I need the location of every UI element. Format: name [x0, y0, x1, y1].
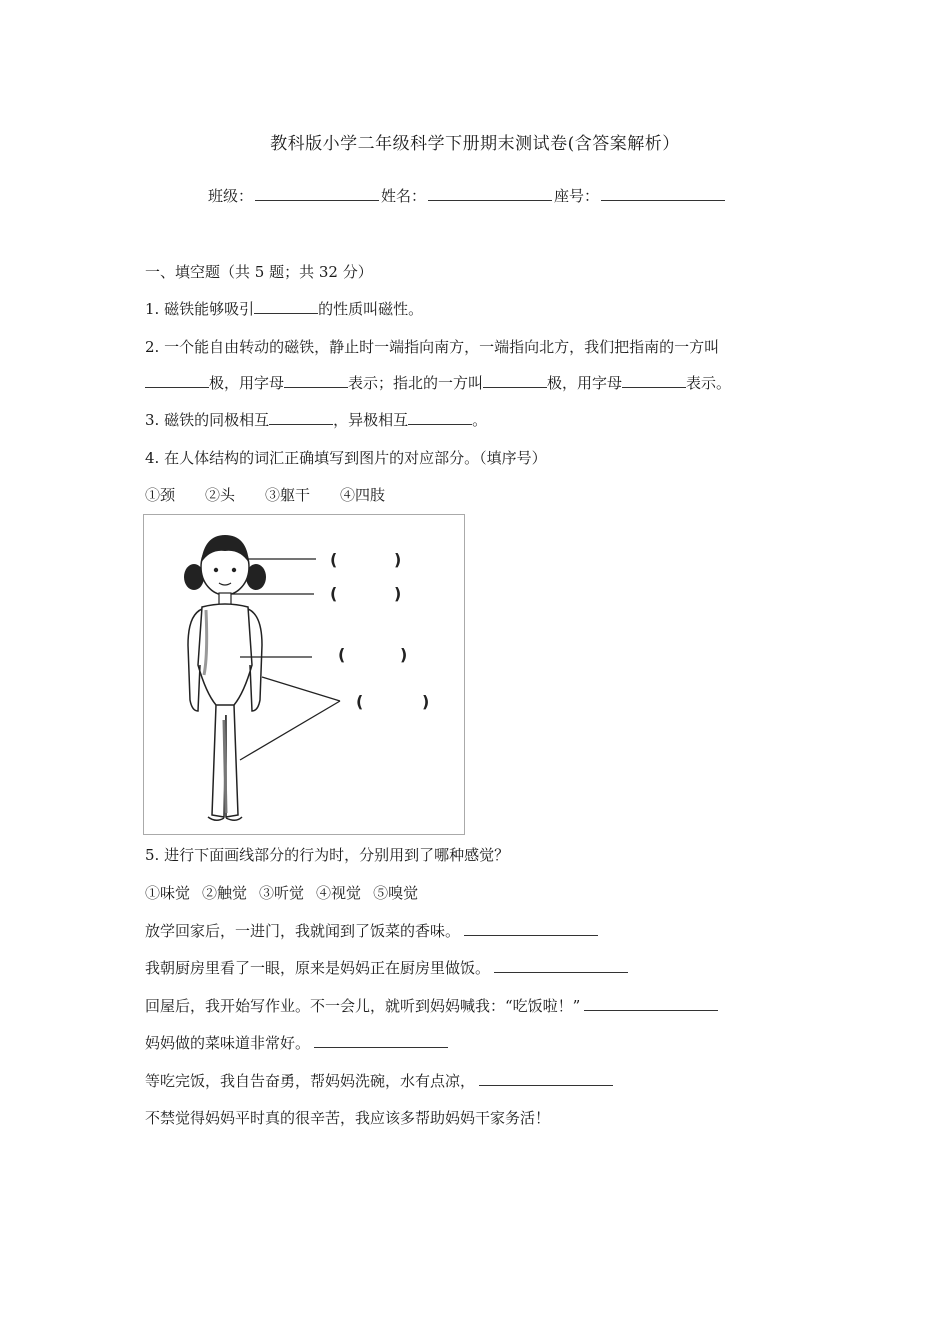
question-3: 3. 磁铁的同极相互 ，异极相互 。	[145, 411, 488, 429]
bracket-close: )	[394, 584, 402, 603]
q5-line-6: 不禁觉得妈妈平时真的很辛苦，我应该多帮助妈妈干家务活！	[145, 1109, 551, 1127]
name-blank	[428, 186, 552, 201]
answer-blank	[145, 373, 209, 388]
page-title: 教科版小学二年级科学下册期末测试卷(含答案解析）	[270, 134, 680, 154]
body-diagram-figure	[143, 514, 465, 835]
option: ⑤嗅觉	[373, 884, 419, 902]
seat-label: 座号：	[554, 187, 600, 205]
question-2-line1: 2. 一个能自由转动的磁铁，静止时一端指向南方，一端指向北方，我们把指南的一方叫	[145, 338, 720, 356]
q5-line-1: 放学回家后，一进门，我就闻到了饭菜的香味。	[145, 921, 598, 941]
question-5-options	[145, 883, 418, 903]
student-info-row	[208, 186, 727, 206]
option: ①味觉	[145, 884, 191, 902]
q5-line-3: 回屋后，我开始写作业。不一会儿，就听到妈妈喊我：“吃饭啦！”	[145, 996, 718, 1016]
answer-blank	[254, 299, 318, 314]
bracket-open: (	[330, 550, 338, 569]
q5-line-5: 等吃完饭，我自告奋勇，帮妈妈洗碗，水有点凉，	[145, 1071, 613, 1091]
answer-blank	[464, 921, 598, 936]
pointer-limb-arm	[262, 677, 340, 701]
bracket-open: (	[330, 584, 338, 603]
answer-blank	[584, 996, 718, 1011]
answer-blank	[622, 373, 686, 388]
q5-line-2: 我朝厨房里看了一眼，原来是妈妈正在厨房里做饭。	[145, 958, 628, 978]
option: ①颈	[145, 486, 176, 504]
question-2-line2: 极，用字母 表示；指北的一方叫 极，用字母 表示。	[145, 373, 731, 393]
answer-blank	[494, 958, 628, 973]
answer-blank	[408, 410, 472, 425]
bracket-close: )	[400, 645, 408, 664]
question-4: 4. 在人体结构的词汇正确填写到图片的对应部分。（填序号）	[145, 449, 547, 467]
q5-line-4: 妈妈做的菜味道非常好。	[145, 1033, 448, 1053]
bracket-close: )	[422, 692, 430, 711]
answer-blank	[269, 410, 333, 425]
question-4-options	[145, 485, 385, 505]
bracket-open: (	[356, 692, 364, 711]
question-5: 5. 进行下面画线部分的行为时，分别用到了哪种感觉？	[145, 846, 510, 864]
bracket-open: (	[338, 645, 346, 664]
option: ③听觉	[259, 884, 305, 902]
option: ②头	[205, 486, 236, 504]
class-label: 班级：	[208, 187, 254, 205]
answer-blank	[483, 373, 547, 388]
section-heading: 一、填空题（共 5 题；共 32 分）	[145, 263, 373, 281]
option: ④视觉	[316, 884, 362, 902]
option: ③躯干	[265, 486, 311, 504]
question-1: 1. 磁铁能够吸引 的性质叫磁性。	[145, 300, 424, 318]
answer-blank	[479, 1071, 613, 1086]
answer-blank	[314, 1033, 448, 1048]
right-leg	[226, 705, 238, 817]
option: ④四肢	[340, 486, 386, 504]
class-blank	[255, 186, 379, 201]
bracket-close: )	[394, 550, 402, 569]
answer-blank	[284, 373, 348, 388]
girl-body-illustration	[144, 515, 464, 834]
option: ②触觉	[202, 884, 248, 902]
name-label: 姓名：	[381, 187, 427, 205]
neck	[219, 593, 231, 605]
seat-blank	[601, 186, 725, 201]
